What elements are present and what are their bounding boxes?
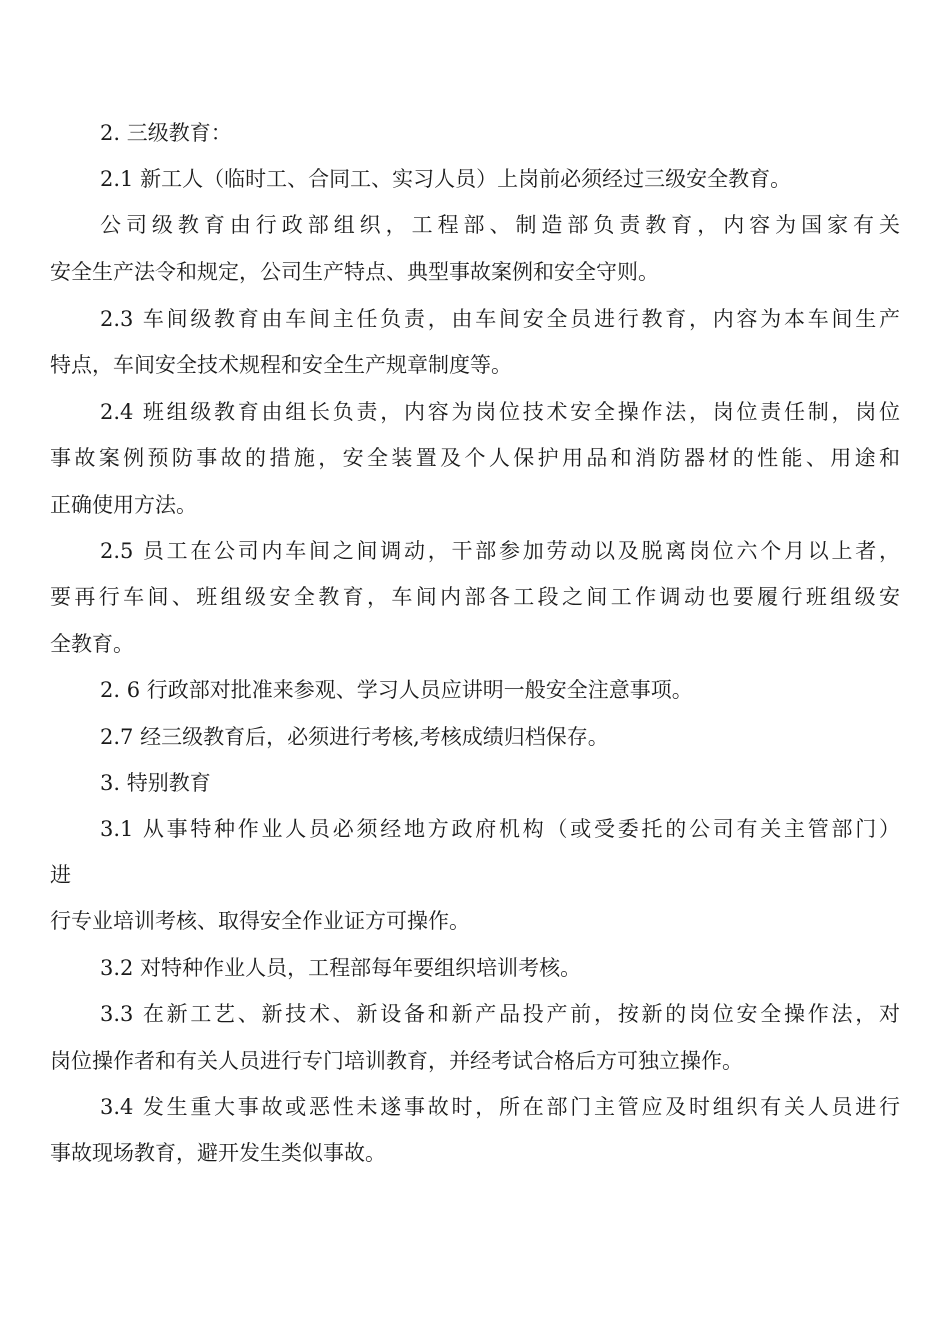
paragraph-2-3-line-1: 2.3 车间级教育由车间主任负责，由车间安全员进行教育，内容为本车间生产: [100, 307, 900, 331]
paragraph-3-4-line-1: 3.4 发生重大事故或恶性未遂事故时，所在部门主管应及时组织有关人员进行: [100, 1095, 900, 1119]
paragraph-3-1-line-1: 3.1 从事特种作业人员必须经地方政府机构（或受委托的公司有关主管部门）: [100, 817, 900, 841]
paragraph-2-5-line-1: 2.5 员工在公司内车间之间调动，干部参加劳动以及脱离岗位六个月以上者，: [100, 539, 900, 563]
section-heading-2: 2. 三级教育：: [100, 121, 232, 145]
paragraph-3-3-line-1: 3.3 在新工艺、新技术、新设备和新产品投产前，按新的岗位安全操作法，对: [100, 1002, 900, 1026]
paragraph-3-1-line-3: 行专业培训考核、取得安全作业证方可操作。: [50, 909, 470, 933]
paragraph-2-5-line-3: 全教育。: [50, 632, 134, 656]
paragraph-3-2: 3.2 对特种作业人员，工程部每年要组织培训考核。: [100, 956, 582, 980]
paragraph-2-5-line-2: 要再行车间、班组级安全教育，车间内部各工段之间工作调动也要履行班组级安: [50, 585, 900, 609]
paragraph-2-4-line-3: 正确使用方法。: [50, 493, 197, 517]
paragraph-2-4-line-2: 事故案例预防事故的措施，安全装置及个人保护用品和消防器材的性能、用途和: [50, 446, 900, 470]
paragraph-3-1-line-2: 进: [50, 863, 71, 887]
paragraph-2-2-line-1: 公司级教育由行政部组织，工程部、制造部负责教育，内容为国家有关: [100, 213, 900, 237]
section-heading-3: 3. 特别教育: [100, 771, 211, 795]
paragraph-2-1: 2.1 新工人（临时工、合同工、实习人员）上岗前必须经过三级安全教育。: [100, 167, 792, 191]
paragraph-2-2-line-2: 安全生产法令和规定，公司生产特点、典型事故案例和安全守则。: [50, 260, 659, 284]
paragraph-2-6: 2. 6 行政部对批准来参观、学习人员应讲明一般安全注意事项。: [100, 678, 693, 702]
paragraph-2-7: 2.7 经三级教育后，必须进行考核,考核成绩归档保存。: [100, 725, 609, 749]
paragraph-2-4-line-1: 2.4 班组级教育由组长负责，内容为岗位技术安全操作法，岗位责任制，岗位: [100, 400, 900, 424]
paragraph-2-3-line-2: 特点，车间安全技术规程和安全生产规章制度等。: [50, 353, 512, 377]
paragraph-3-3-line-2: 岗位操作者和有关人员进行专门培训教育，并经考试合格后方可独立操作。: [50, 1049, 743, 1073]
paragraph-3-4-line-2: 事故现场教育，避开发生类似事故。: [50, 1141, 386, 1165]
